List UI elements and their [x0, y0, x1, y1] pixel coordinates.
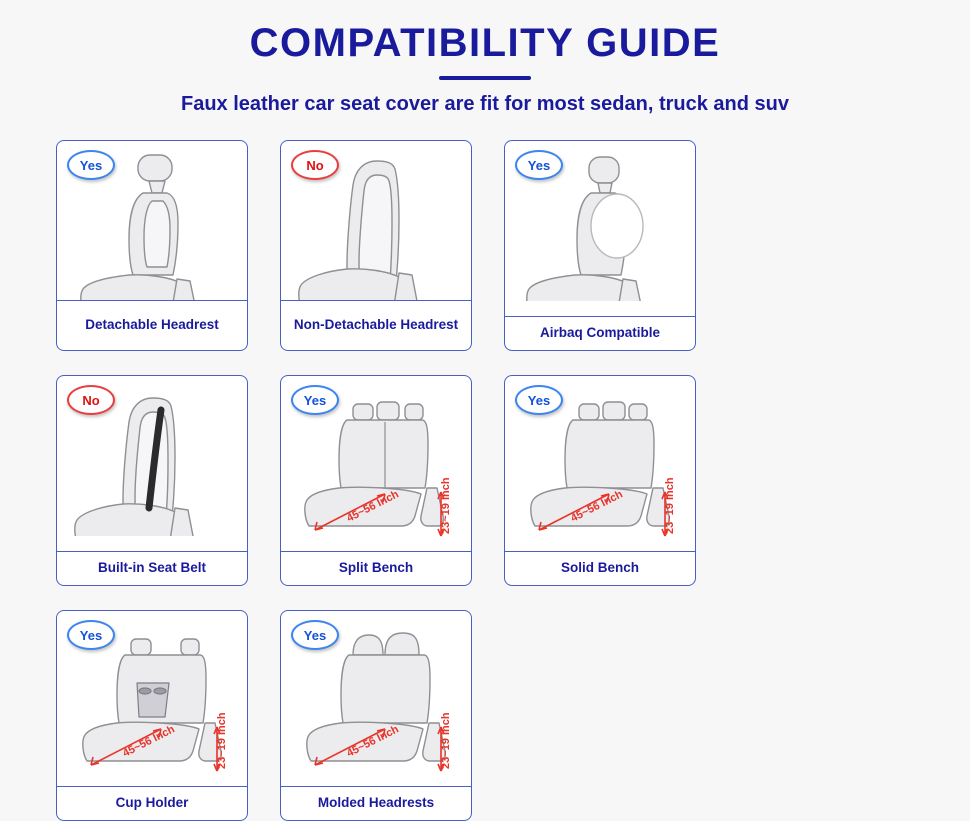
card-art [281, 376, 471, 551]
dimension-height-label: 23~19 Inch [216, 712, 228, 769]
card-built-in-seat-belt [56, 375, 248, 586]
page-header [0, 0, 970, 116]
card-label: Molded Headrests [281, 786, 471, 820]
badge-yes-icon: Yes [515, 385, 563, 415]
card-non-detachable-headrest [280, 140, 472, 351]
card-label: Solid Bench [505, 551, 695, 585]
dimension-height-label: 23~19 Inch [440, 712, 452, 769]
card-art [57, 611, 247, 786]
card-art [281, 611, 471, 786]
badge-yes-icon: Yes [291, 385, 339, 415]
card-label: Airbaq Compatible [505, 316, 695, 350]
card-solid-bench [504, 375, 696, 586]
page-subtitle: Faux leather car seat cover are fit for most sedan, truck and suv [180, 93, 789, 115]
card-detachable-headrest [56, 140, 248, 351]
compatibility-card-grid [56, 140, 914, 821]
badge-yes-icon: Yes [515, 150, 563, 180]
page-title: COMPATIBILITY GUIDE [249, 21, 721, 65]
dimension-width-label: 45~56 Inch [568, 488, 625, 525]
dimension-width-label: 45~56 Inch [344, 723, 401, 760]
badge-no-icon: No [291, 150, 339, 180]
badge-yes-icon: Yes [67, 150, 115, 180]
card-art [281, 141, 471, 300]
card-molded-headrests [280, 610, 472, 821]
card-airbag-compatible [504, 140, 696, 351]
badge-yes-icon: Yes [291, 620, 339, 650]
dimension-width-label: 45~56 Inch [120, 723, 177, 760]
badge-no-icon: No [67, 385, 115, 415]
dimension-height-label: 23~19 Inch [664, 477, 676, 534]
card-label: Cup Holder [57, 786, 247, 820]
card-cup-holder [56, 610, 248, 821]
card-label: Detachable Headrest [57, 300, 247, 350]
card-label: Split Bench [281, 551, 471, 585]
card-art [505, 376, 695, 551]
dimension-height-label: 23~19 Inch [440, 477, 452, 534]
card-art [505, 141, 695, 316]
card-label: Built-in Seat Belt [57, 551, 247, 585]
badge-yes-icon: Yes [67, 620, 115, 650]
dimension-width-label: 45~56 Inch [344, 488, 401, 525]
card-label: Non-Detachable Headrest [281, 300, 471, 350]
title-divider [439, 76, 531, 80]
card-split-bench [280, 375, 472, 586]
card-art [57, 376, 247, 551]
card-art [57, 141, 247, 300]
